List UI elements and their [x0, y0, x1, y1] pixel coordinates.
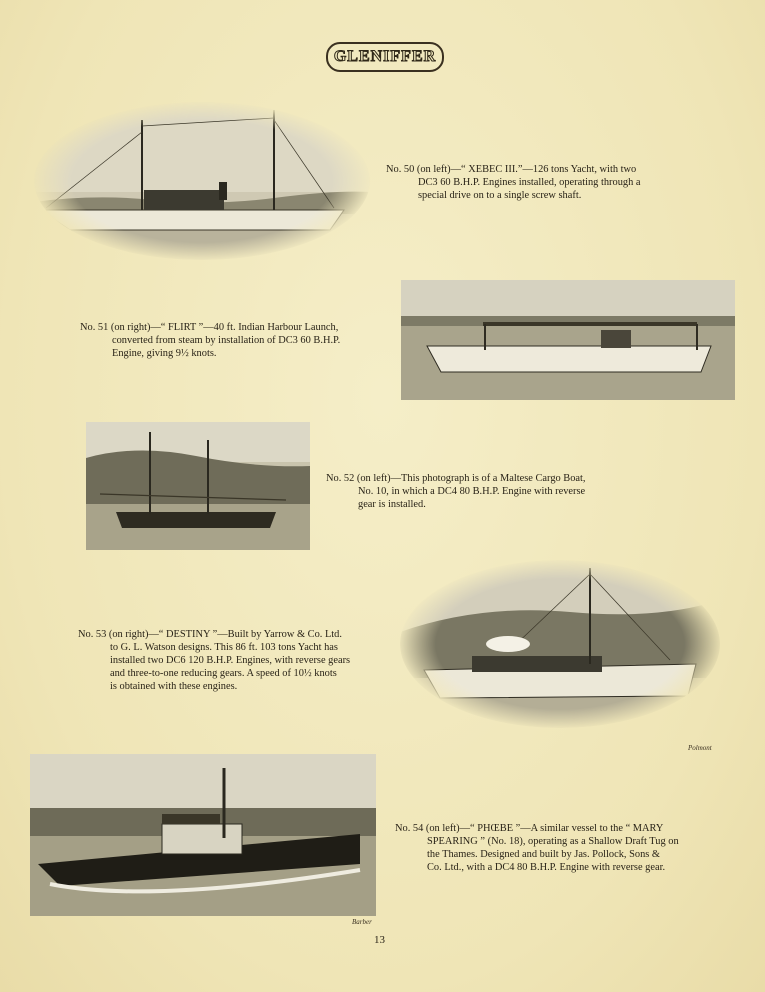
caption-no-54: No. 54 (on left)—“ PHŒBE ”—A similar vessel to the “ MARY SPEARING ” (No. 18), operating as a Shallow Draft Tug on the Thames. Designed and built by Jas. Pollock, Sons & Co. Ltd., with a DC4 80 B.H.P. Engine with reverse gear. [395, 823, 679, 873]
photo-phoebe-tug [30, 754, 376, 916]
caption-no-52: No. 52 (on left)—This photograph is of a Maltese Cargo Boat, No. 10, in which a DC4 80 B.H.P. Engine with reverse gear is installed. [326, 473, 586, 510]
caption-no-50: No. 50 (on left)—“ XEBEC III.”—126 tons Yacht, with two DC3 60 B.H.P. Engines installed, operating through a special drive on to a single screw shaft. [386, 164, 641, 201]
photo-xebec-iii-yacht [34, 102, 370, 260]
page-number: 13 [374, 934, 385, 946]
photo-flirt-launch [401, 280, 735, 400]
credit-polmont: Polmont [688, 744, 712, 752]
caption-no-51: No. 51 (on right)—“ FLIRT ”—40 ft. Indian Harbour Launch, converted from steam by installation of DC3 60 B.H.P. Engine, giving 9½ knots. [80, 322, 341, 359]
photo-maltese-cargo-boat [86, 422, 310, 550]
gleniffer-logo: GLENIFFER [326, 42, 444, 72]
photo-destiny-yacht [400, 560, 720, 728]
credit-barber: Barber [352, 918, 372, 926]
caption-no-53: No. 53 (on right)—“ DESTINY ”—Built by Yarrow & Co. Ltd. to G. L. Watson designs. This 86 ft. 103 tons Yacht has installed two DC6 120 B.H.P. Engines, with reverse gears and three-to-one reducing gears. A speed of 10½ knots is obtained with these engines. [78, 629, 351, 692]
